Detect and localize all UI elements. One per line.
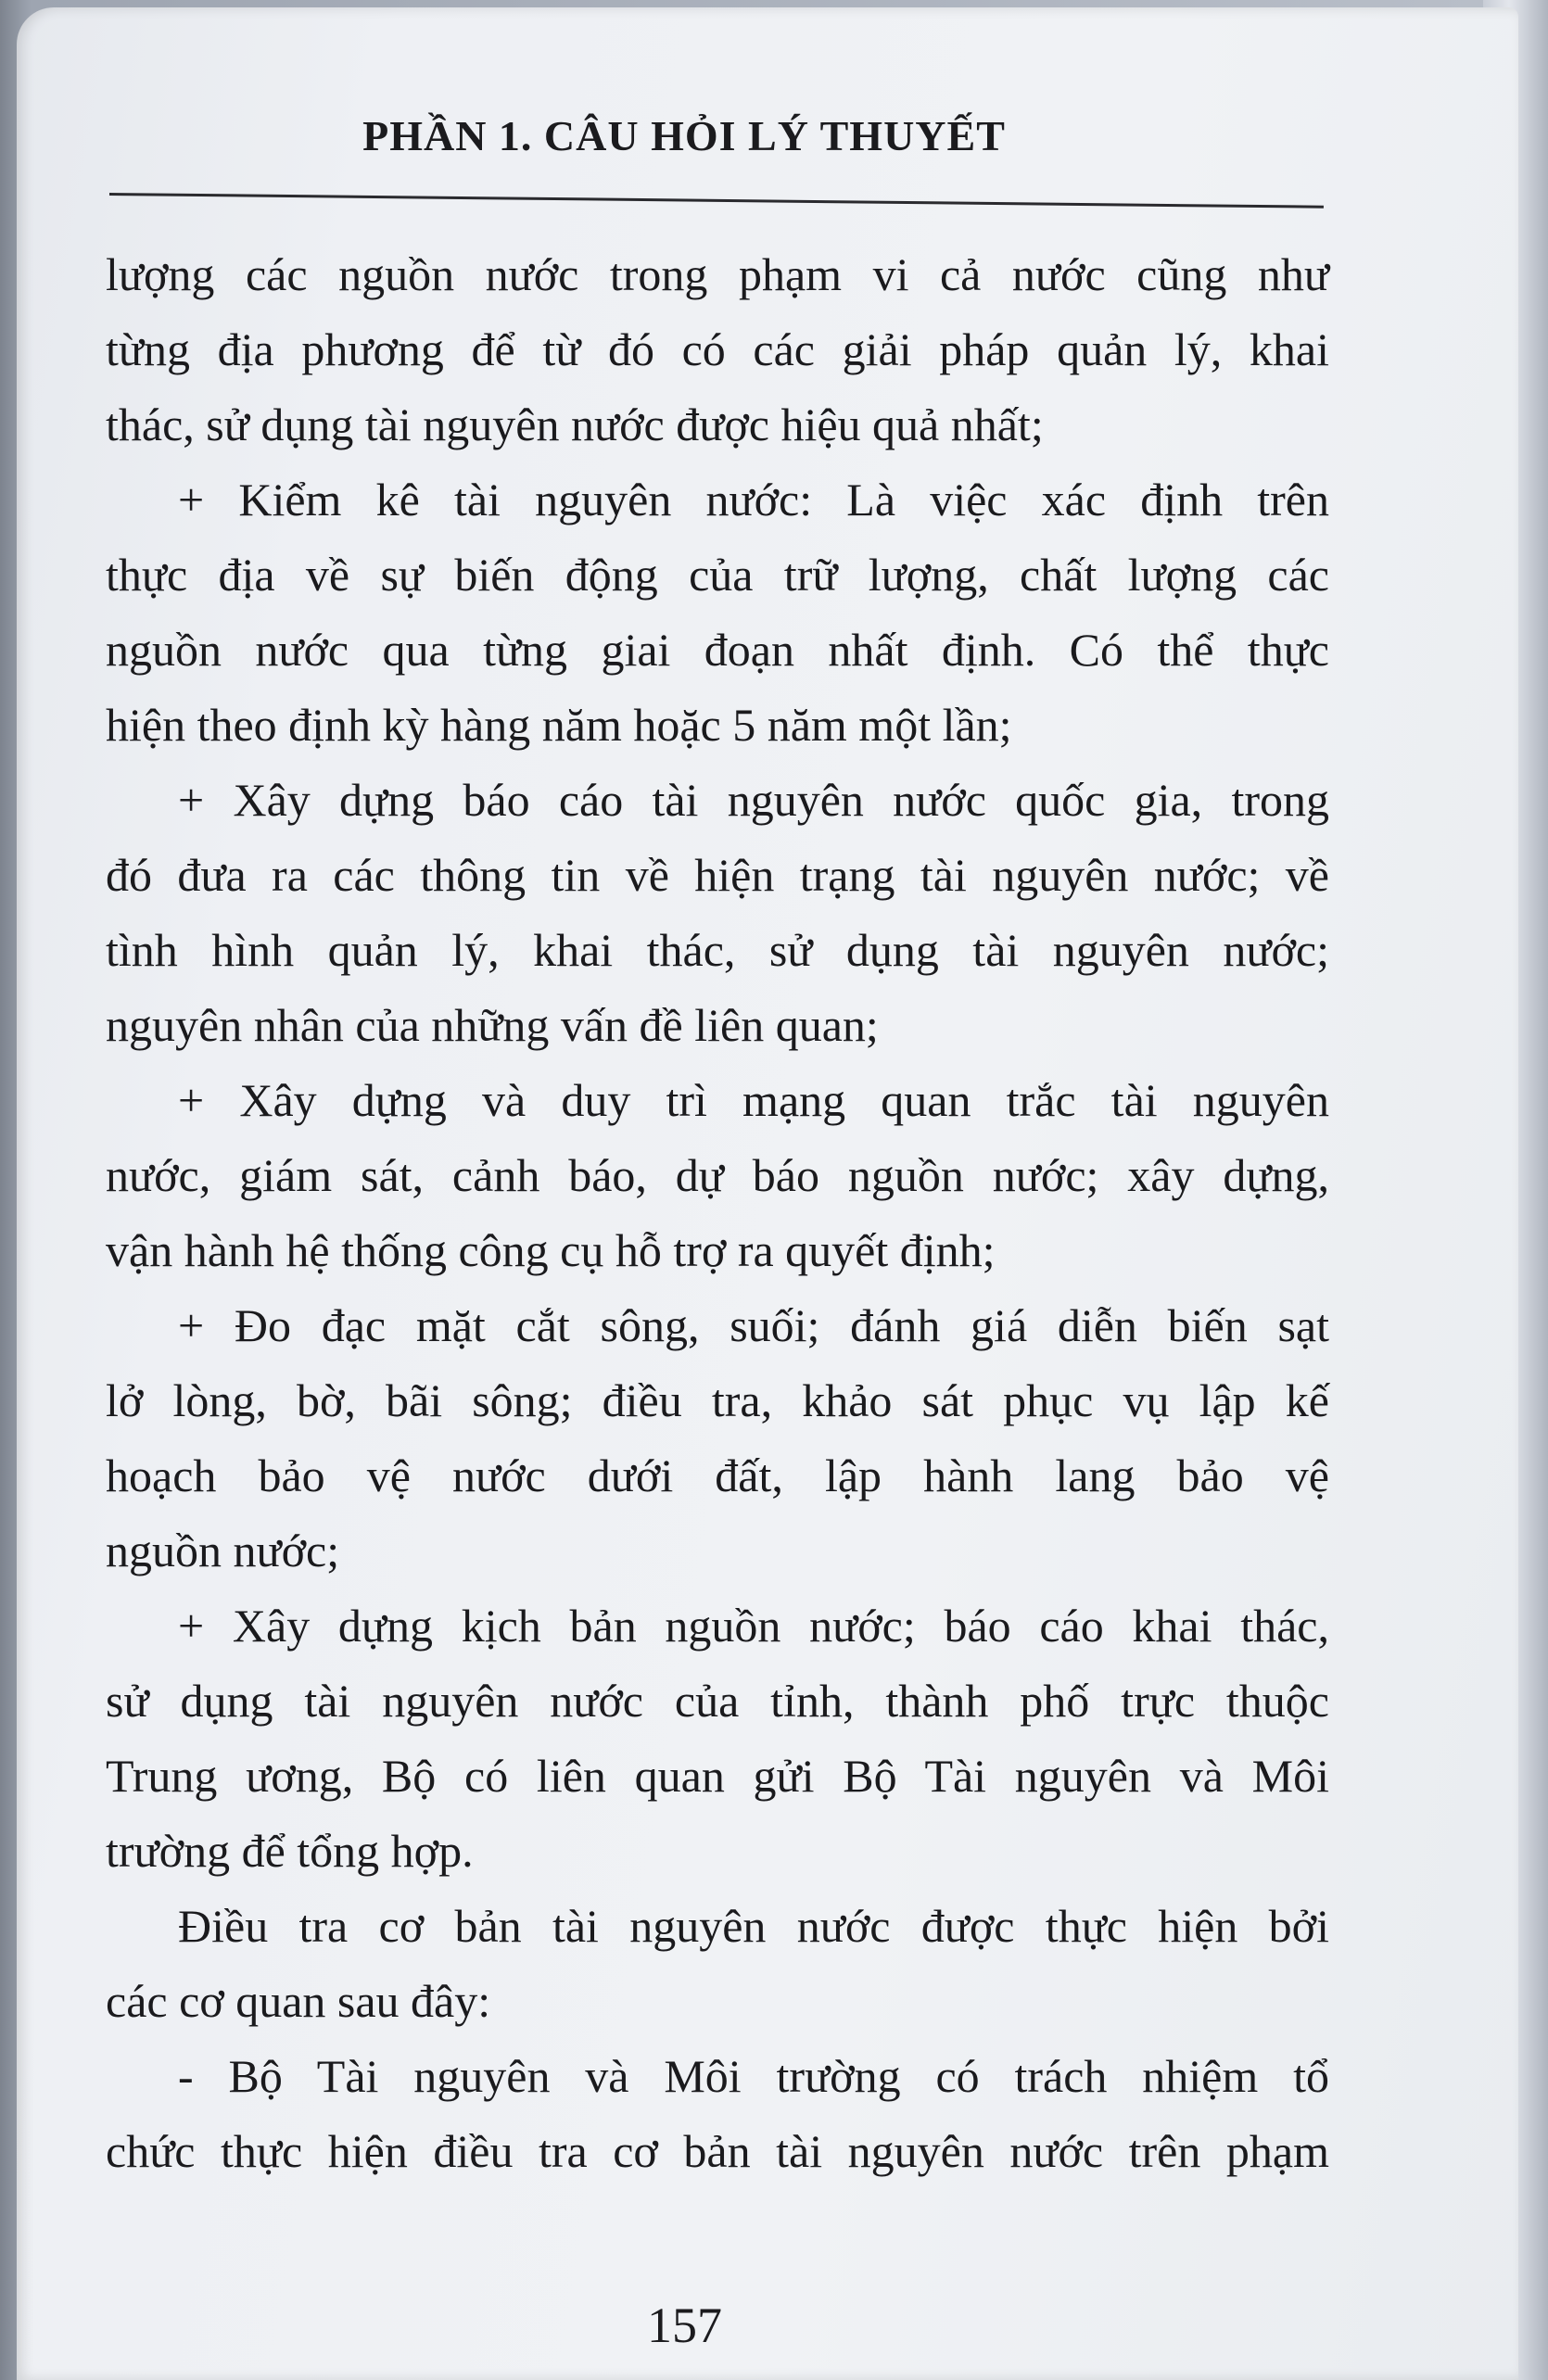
text-line: Điều tra cơ bản tài nguyên nước được thực hiện bởi (178, 1900, 1329, 1952)
running-header-title: PHẦN 1. CÂU HỎI LÝ THUYẾT (362, 112, 1006, 159)
text-line: nguyên nhân của những vấn đề liên quan; (106, 999, 879, 1051)
book-page (17, 7, 1518, 2380)
text-line: lượng các nguồn nước trong phạm vi cả nước cũng như (106, 248, 1329, 300)
text-line: đó đưa ra các thông tin về hiện trạng tài nguyên nước; về (106, 849, 1329, 901)
text-line: chức thực hiện điều tra cơ bản tài nguyên nước trên phạm (106, 2125, 1329, 2177)
text-line: + Đo đạc mặt cắt sông, suối; đánh giá diễn biến sạt (178, 1299, 1329, 1351)
text-line: + Xây dựng và duy trì mạng quan trắc tài nguyên (178, 1074, 1329, 1126)
text-line: hiện theo định kỳ hàng năm hoặc 5 năm một lần; (106, 699, 1012, 751)
text-line: thực địa về sự biến động của trữ lượng, chất lượng các (106, 549, 1329, 601)
text-line: lở lòng, bờ, bãi sông; điều tra, khảo sát phục vụ lập kế (106, 1374, 1329, 1426)
text-line: + Kiểm kê tài nguyên nước: Là việc xác định trên (178, 474, 1329, 525)
text-line: tình hình quản lý, khai thác, sử dụng tài nguyên nước; (106, 924, 1329, 976)
body-text (106, 237, 1329, 2189)
text-line: sử dụng tài nguyên nước của tỉnh, thành phố trực thuộc (106, 1675, 1329, 1727)
text-line: các cơ quan sau đây: (106, 1975, 491, 2027)
text-line: trường để tổng hợp. (106, 1825, 474, 1877)
text-line: vận hành hệ thống công cụ hỗ trợ ra quyết định; (106, 1224, 996, 1276)
text-line: nguồn nước; (106, 1525, 340, 1576)
text-line: thác, sử dụng tài nguyên nước được hiệu quả nhất; (106, 399, 1044, 450)
text-line: + Xây dựng báo cáo tài nguyên nước quốc gia, trong (178, 774, 1329, 826)
text-line: + Xây dựng kịch bản nguồn nước; báo cáo khai thác, (178, 1600, 1329, 1652)
text-line: từng địa phương để từ đó có các giải pháp quản lý, khai (106, 323, 1329, 375)
text-line: - Bộ Tài nguyên và Môi trường có trách nhiệm tổ (178, 2050, 1329, 2102)
page-number: 157 (647, 2298, 722, 2353)
text-line: Trung ương, Bộ có liên quan gửi Bộ Tài nguyên và Môi (106, 1750, 1329, 1802)
text-line: nguồn nước qua từng giai đoạn nhất định. Có thể thực (106, 624, 1329, 676)
text-line: hoạch bảo vệ nước dưới đất, lập hành lang bảo vệ (106, 1450, 1329, 1501)
header-rule (109, 193, 1324, 209)
text-line: nước, giám sát, cảnh báo, dự báo nguồn nước; xây dựng, (106, 1149, 1329, 1201)
